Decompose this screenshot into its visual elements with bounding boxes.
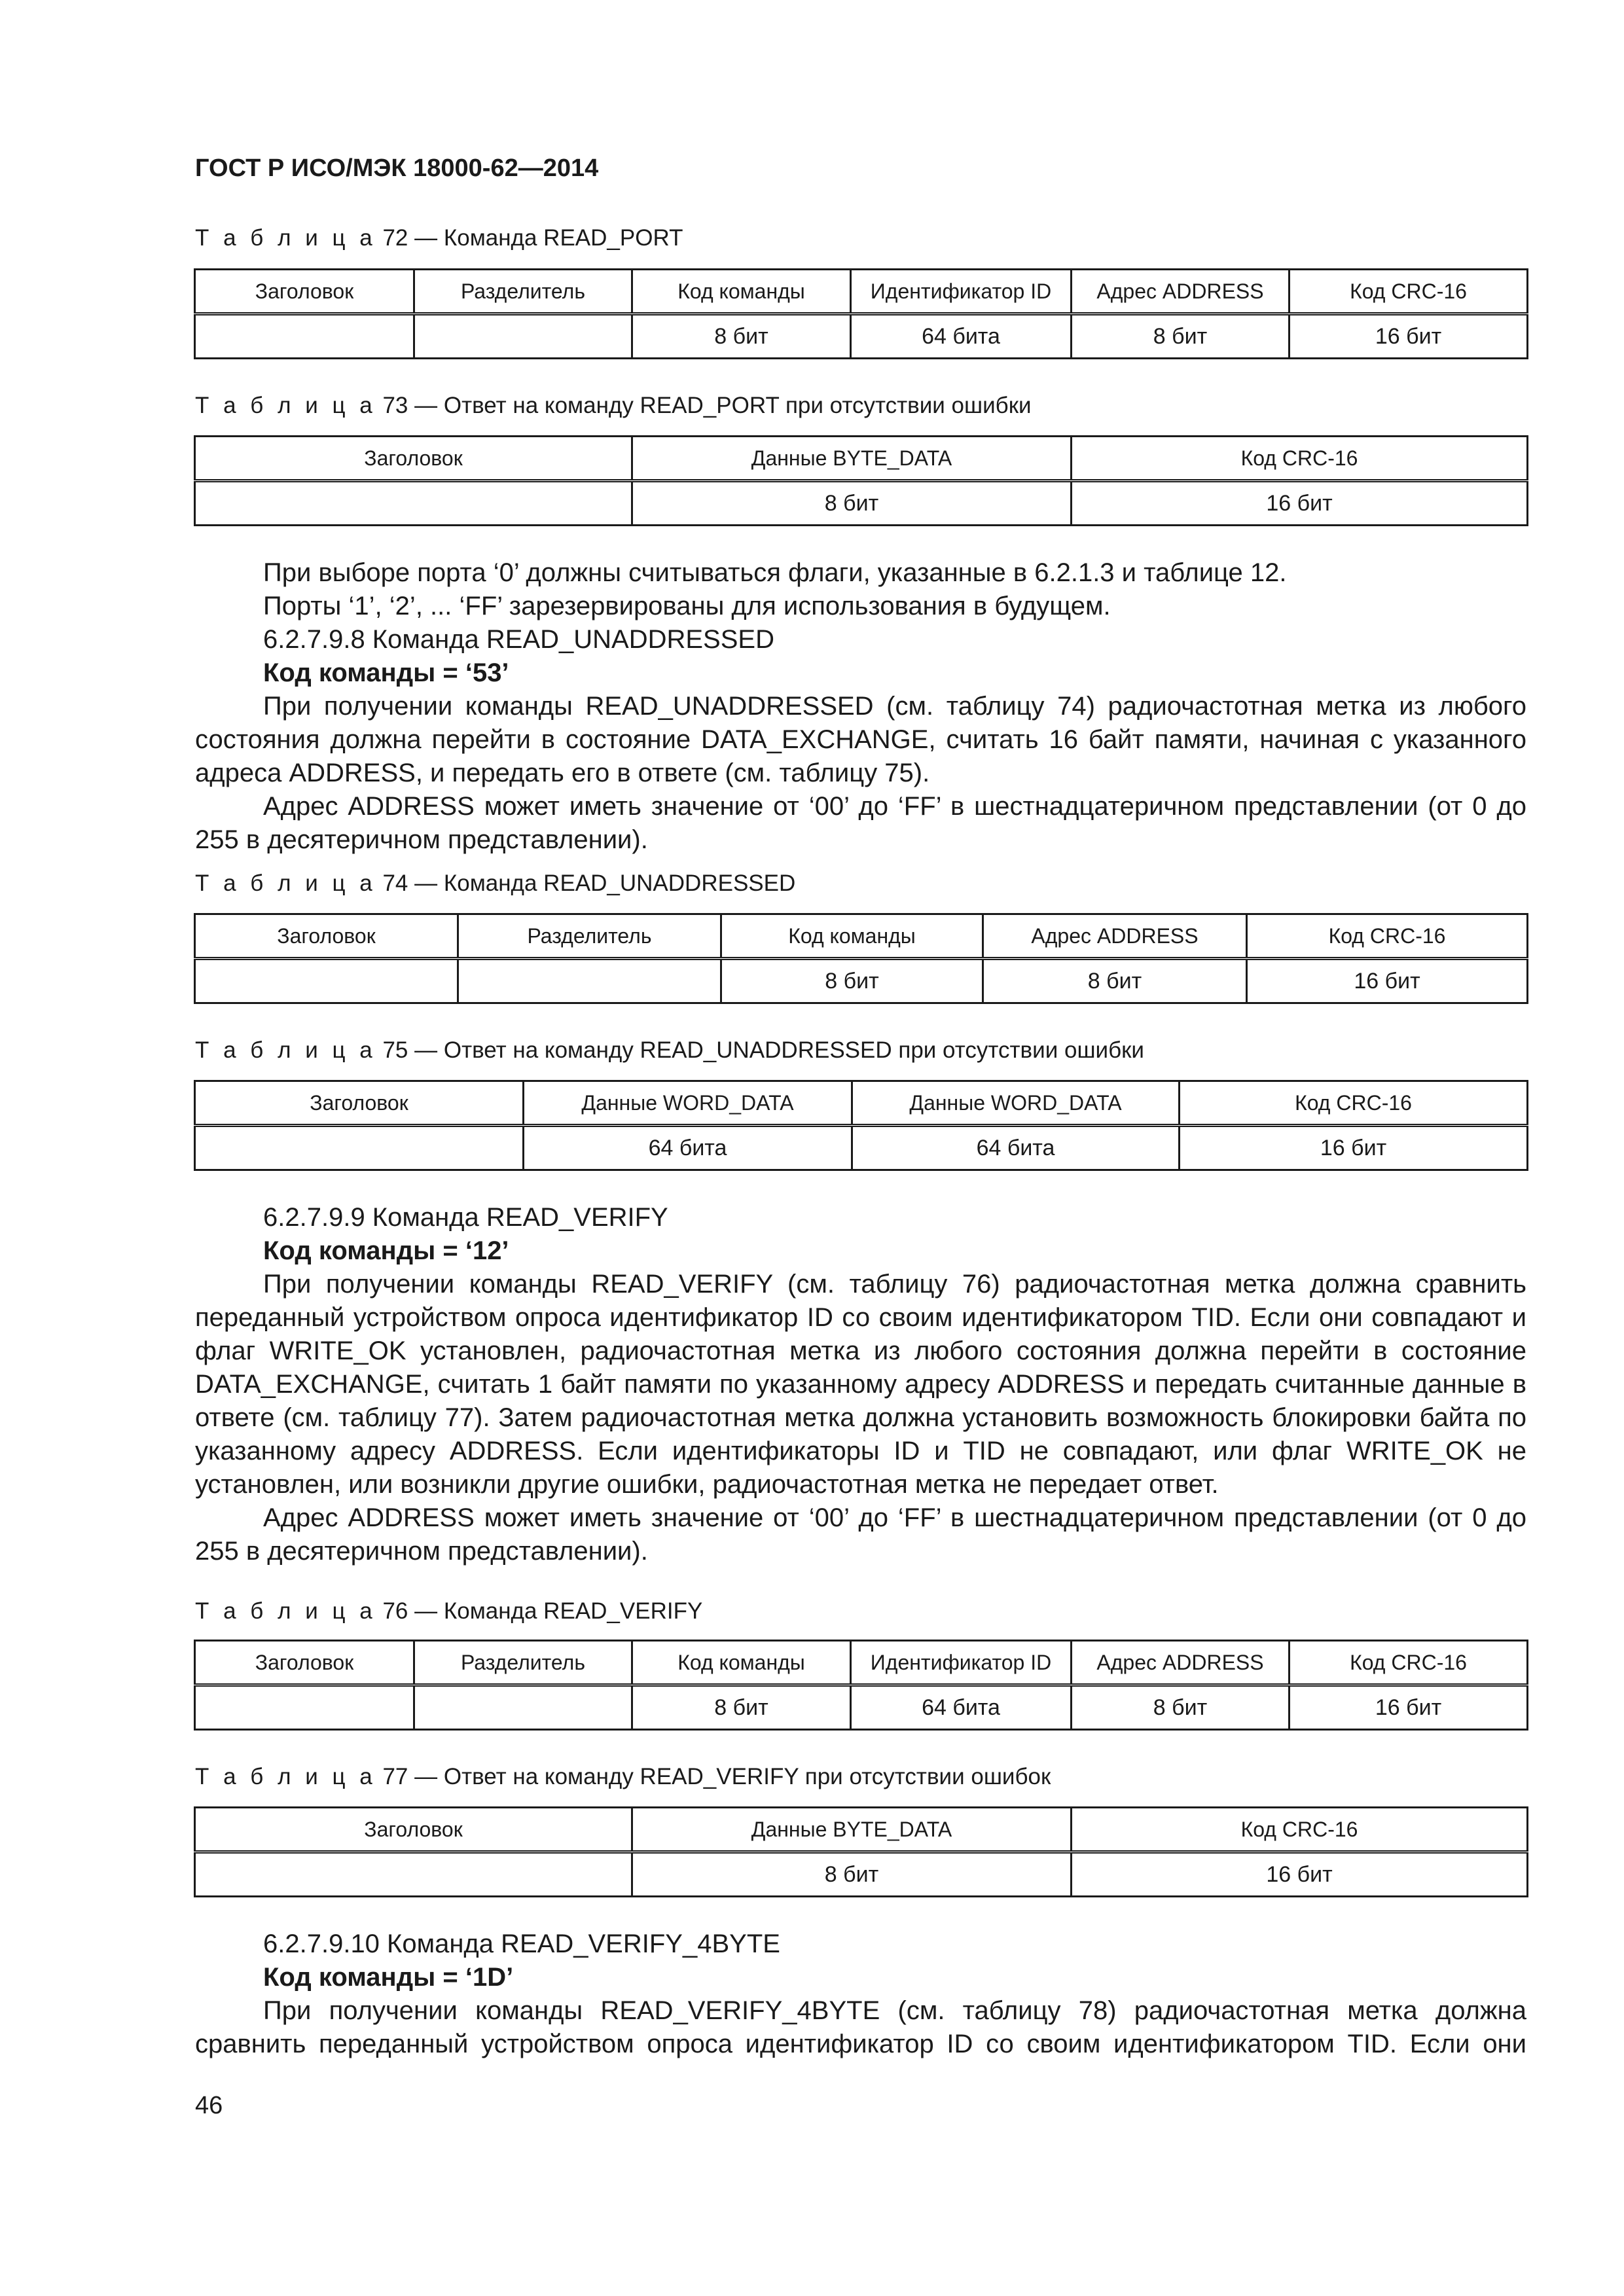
page-number: 46 <box>195 2092 223 2119</box>
paragraph: При получении команды READ_VERIFY_4BYTE (см. таблицу 78) радиочастотная метка должна сравнить переданный устройством опроса идентификатор ID со своим идентификатором TID. Если они <box>195 1996 1526 2058</box>
table-header-cell: Данные BYTE_DATA <box>632 437 1072 481</box>
table-75 <box>194 1080 1528 1171</box>
table-caption-text: 77 — Ответ на команду READ_VERIFY при отсутствии ошибок <box>382 1764 1051 1789</box>
command-code: Код команды = ‘53’ <box>263 658 509 687</box>
table-cell: 8 бит <box>1072 314 1290 359</box>
table-header-cell: Код CRC-16 <box>1072 437 1528 481</box>
paragraph: Порты ‘1’, ‘2’, ... ‘FF’ зарезервированы для использования в будущем. <box>263 592 1111 620</box>
table-cell: 16 бит <box>1072 1852 1528 1897</box>
text-block-1 <box>195 556 1526 857</box>
section-heading: 6.2.7.9.10 Команда READ_VERIFY_4BYTE <box>263 1929 780 1958</box>
command-code: Код команды = ‘1D’ <box>263 1963 514 1992</box>
table-header-cell: Адрес ADDRESS <box>983 914 1247 959</box>
table-header-cell: Заголовок <box>195 1808 632 1852</box>
paragraph: При получении команды READ_UNADDRESSED (см. таблицу 74) радиочастотная метка из любого состояния должна перейти в состояние DATA_EXCHANGE, считать 16 байт памяти, начиная с указанного адреса ADDRESS, и передать его в ответе (см. таблицу 75). <box>195 692 1526 787</box>
table-cell: 64 бита <box>851 314 1072 359</box>
table-header-cell: Данные BYTE_DATA <box>632 1808 1072 1852</box>
table-cell: 16 бит <box>1072 481 1528 526</box>
table-header-cell: Заголовок <box>195 914 458 959</box>
document-header: ГОСТ Р ИСО/МЭК 18000-62—2014 <box>195 154 599 182</box>
table-75-caption <box>195 1037 1144 1064</box>
table-header-cell: Код команды <box>632 270 851 314</box>
table-cell: 8 бит <box>721 959 983 1003</box>
table-cell: 8 бит <box>632 481 1072 526</box>
table-cell: 64 бита <box>851 1685 1072 1730</box>
table-cell: 16 бит <box>1180 1126 1528 1170</box>
table-72-caption <box>195 225 683 251</box>
table-cell: 64 бита <box>524 1126 852 1170</box>
table-prefix: Т а б л и ц а <box>195 1764 376 1789</box>
section-heading: 6.2.7.9.8 Команда READ_UNADDRESSED <box>263 625 774 654</box>
table-cell: 8 бит <box>1072 1685 1290 1730</box>
table-header-cell: Разделитель <box>414 270 632 314</box>
table-76 <box>194 1640 1528 1731</box>
table-74 <box>194 913 1528 1004</box>
table-cell: 16 бит <box>1290 314 1528 359</box>
table-cell: 64 бита <box>852 1126 1180 1170</box>
paragraph: Адрес ADDRESS может иметь значение от ‘00’ до ‘FF’ в шестнадцатеричном представлении (от 0 до 255 в десятеричном представлении). <box>195 792 1526 854</box>
table-cell <box>195 1126 524 1170</box>
table-header-cell: Код CRC-16 <box>1180 1081 1528 1126</box>
table-header-cell: Заголовок <box>195 270 414 314</box>
table-cell: 8 бит <box>632 1685 851 1730</box>
table-header-cell: Код команды <box>632 1641 851 1685</box>
table-header-cell: Данные WORD_DATA <box>524 1081 852 1126</box>
table-cell <box>195 481 632 526</box>
table-76-caption <box>195 1598 702 1624</box>
text-block-3 <box>195 1928 1526 2061</box>
table-caption-text: 76 — Команда READ_VERIFY <box>382 1598 703 1624</box>
table-header-cell: Заголовок <box>195 1641 414 1685</box>
paragraph: При выборе порта ‘0’ должны считываться флаги, указанные в 6.2.1.3 и таблице 12. <box>263 558 1287 587</box>
table-caption-text: 75 — Ответ на команду READ_UNADDRESSED при отсутствии ошибки <box>382 1037 1144 1063</box>
table-header-cell: Идентификатор ID <box>851 270 1072 314</box>
table-cell <box>458 959 721 1003</box>
table-header-cell: Код CRC-16 <box>1290 1641 1528 1685</box>
table-header-cell: Идентификатор ID <box>851 1641 1072 1685</box>
table-cell <box>195 314 414 359</box>
table-header-cell: Разделитель <box>414 1641 632 1685</box>
table-73-caption <box>195 393 1032 419</box>
paragraph: Адрес ADDRESS может иметь значение от ‘00’ до ‘FF’ в шестнадцатеричном представлении (от 0 до 255 в десятеричном представлении). <box>195 1503 1526 1566</box>
text-block-2 <box>195 1201 1526 1568</box>
table-header-cell: Адрес ADDRESS <box>1072 270 1290 314</box>
table-74-caption <box>195 870 795 897</box>
paragraph: При получении команды READ_VERIFY (см. таблицу 76) радиочастотная метка должна сравнить переданный устройством опроса идентификатор ID со своим идентификатором TID. Если они совпадают и флаг WRITE_OK установлен, радиочастотная метка из любого состояния должна перейти в состояние DATA_EXCHANGE, считать 1 байт памяти по указанному адресу ADDRESS и передать считанные данные в ответе (см. таблицу 77). Затем радиочастотная метка должна установить возможность блокировки байта по указанному адресу ADDRESS. Если идентификаторы ID и TID не совпадают, или флаг WRITE_OK не установлен, или возникли другие ошибки, радиочастотная метка не передает ответ. <box>195 1270 1526 1499</box>
table-cell: 16 бит <box>1247 959 1528 1003</box>
table-prefix: Т а б л и ц а <box>195 225 376 251</box>
table-caption-text: 72 — Команда READ_PORT <box>382 225 683 251</box>
table-77 <box>194 1806 1528 1897</box>
table-header-cell: Заголовок <box>195 437 632 481</box>
table-prefix: Т а б л и ц а <box>195 1598 376 1624</box>
table-header-cell: Код CRC-16 <box>1290 270 1528 314</box>
table-cell <box>414 314 632 359</box>
table-cell <box>414 1685 632 1730</box>
table-cell: 8 бит <box>632 1852 1072 1897</box>
table-cell: 8 бит <box>983 959 1247 1003</box>
table-caption-text: 73 — Ответ на команду READ_PORT при отсутствии ошибки <box>382 393 1032 418</box>
table-prefix: Т а б л и ц а <box>195 870 376 896</box>
table-77-caption <box>195 1764 1051 1790</box>
table-caption-text: 74 — Команда READ_UNADDRESSED <box>382 870 796 896</box>
table-header-cell: Заголовок <box>195 1081 524 1126</box>
table-prefix: Т а б л и ц а <box>195 1037 376 1063</box>
table-cell: 8 бит <box>632 314 851 359</box>
section-heading: 6.2.7.9.9 Команда READ_VERIFY <box>263 1203 668 1232</box>
table-header-cell: Код команды <box>721 914 983 959</box>
table-cell: 16 бит <box>1290 1685 1528 1730</box>
table-header-cell: Разделитель <box>458 914 721 959</box>
table-72 <box>194 268 1528 359</box>
table-header-cell: Код CRC-16 <box>1072 1808 1528 1852</box>
table-header-cell: Данные WORD_DATA <box>852 1081 1180 1126</box>
table-cell <box>195 959 458 1003</box>
table-cell <box>195 1685 414 1730</box>
table-header-cell: Адрес ADDRESS <box>1072 1641 1290 1685</box>
table-header-cell: Код CRC-16 <box>1247 914 1528 959</box>
table-cell <box>195 1852 632 1897</box>
table-73 <box>194 435 1528 526</box>
command-code: Код команды = ‘12’ <box>263 1236 509 1265</box>
table-prefix: Т а б л и ц а <box>195 393 376 418</box>
